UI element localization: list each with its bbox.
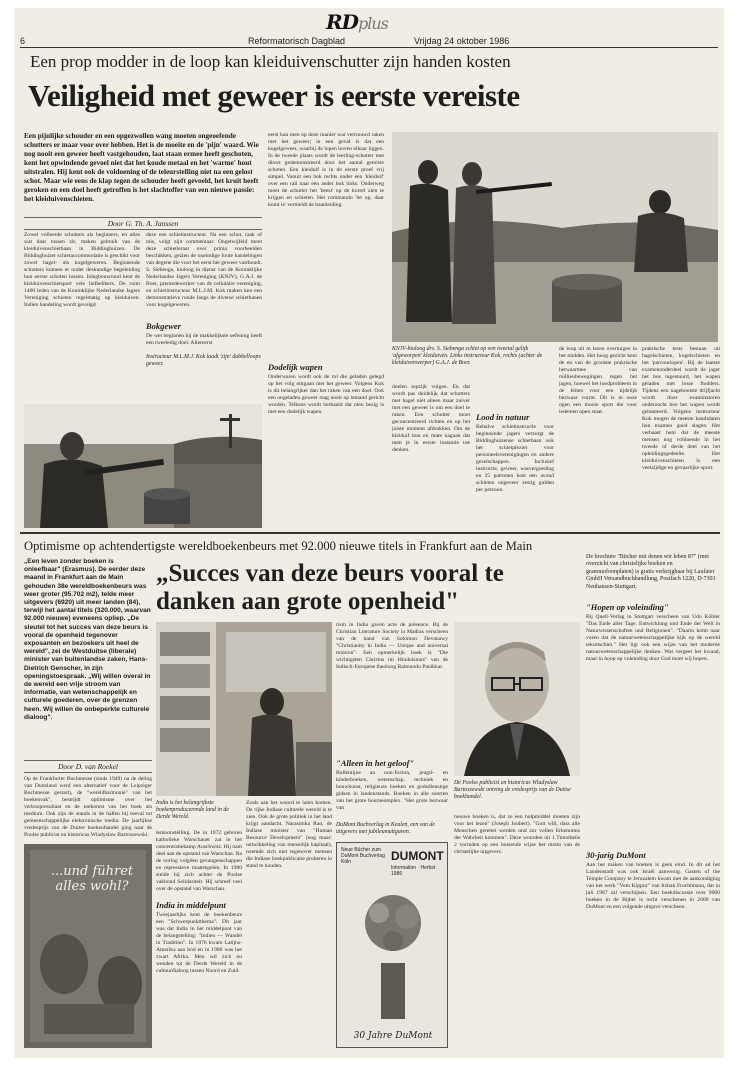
subhead-dodelijk-wapen: Dodelijk wapen: [268, 362, 323, 372]
article1-column-4b: Behalve schietinstructie voor beginnende jagers verzorgt de Biddinghuizense schietbaan ook het schietplezier voor personeelsverenigingen en andere gezelschappen. Inclusief instructie, geweer, wasvergoeding en 25 patronen kost een avond schieten ongeveer zestig gulden per persoon.: [476, 424, 554, 493]
poster-top-text: Neue Bücher zum DuMont Buchverlag Köln: [341, 847, 385, 865]
page-number: 6: [20, 36, 26, 46]
article2-column-d2: Bullentijne an non-fiction, jeugd- en kinderboeken, wetenschap, techniek en bouwkunst, religieuze boeken en godsdienstige gidsen in landenstands. Boeken in alle soorten van het grote bourneomplex. "Het grote bezwaar van: [336, 770, 448, 811]
spacer: [392, 344, 393, 345]
issue-date: Vrijdag 24 oktober 1986: [414, 36, 510, 46]
article1-byline: Door G. Th. A. Janssen: [24, 217, 262, 230]
caption-dumont-poster: DuMont Buchverlag in Keulen, een van de uitgevers met jubileumuitgaven.: [336, 822, 435, 835]
article2-headline: „Succes van deze beurs vooral te danken aan grote openheid": [156, 560, 504, 615]
subhead-lood-in-natuur: Lood in natuur: [476, 412, 530, 422]
caption-shooters: KNJV-bioloog drs. S. Siebenga schiet op een tweetal gelijk 'afgeworpen' kleiduiven. Links instructeur Kok, rechts (achter de kleiduivenwerper) G.A.J. de Boer.: [392, 346, 543, 366]
paper-name: Reformatorisch Dagblad: [248, 36, 346, 46]
photo-bartoszewski-portrait: [454, 622, 580, 776]
article2-byline: Door D. van Roekel: [24, 760, 152, 773]
subhead-30-jarig-dumont: 30-jarig DuMont: [586, 850, 646, 860]
photo-dumont-poster: [336, 842, 448, 1048]
caption-portrait: De Poolse publicist en historicus Wladyslaw Bartoszewski ontving de vredesprijs van de Duitse boekhandel.: [454, 780, 571, 800]
article2-column-a: Op de Frankfurter Buchmesse (sinds 1949) na de deling van Duitsland werd een alternatief voor de Leipziger Buchmesse gestart), de "wereldharmonie" van het boekenvak", bestrijdt optimisme over het verkoopresultaat en de toekomst van het boek als medium. Ook zijn de stands in de hallen bij toeval tot gemeenschappelijke elektronische media. De jaarlijkse vredesprijs van de Duitse boekenhandel ging naar de Poolse publicist en historicus Wladyslaw Bartoszewski.: [24, 776, 152, 838]
poster-bottom-text: 30 Jahre DuMont: [353, 1031, 433, 1041]
photo-shooters-on-range: [392, 132, 718, 342]
article2-kicker: Optimisme op achtendertigste wereldboekenbeurs met 92.000 nieuwe titels in Frankfurt aan de Main: [24, 539, 533, 553]
article1-column-2: deze een schietinstructeur. Na een schot, raak of mis, volgt zijn commentaar. Ongetwijfeld moet deze schietleraar over prima voorbeelden beschikken, gezien de oneindige foute handelingen van degene die voor het eerst het geweer vasthoudt. S. Siebenga, bioloog in dienst van de Koninklijke Nederlandse Jagers Vereniging (KNJV), G.A.J. de Boer, premedewerker van de cellulaire vereniging, en schietinstructeur M.L.J.M. Kok maken ken een demonstratieve ronde langs de diverse schietbanen voor kogelgeweren.: [146, 232, 262, 308]
running-header: [20, 8, 718, 48]
photo-book-cover: [24, 844, 152, 1048]
book-cover-title: ...und führet alles wohl?: [50, 864, 134, 894]
article2-column-c: Zoals aan het woord te laten komen. De rijke Indiase culturele wereld is te zien. Ook de grote politiek in het land krijgt aandacht. Narasimha Rao, de Indiase minister van "Human Resource Development" (nog maar: ontwikkeling van menselijk kapitaal), noemde zich niet tegenover mensen die Indiase boekpublicatie proberen in stand te houden.: [246, 800, 332, 869]
article2-column-b: tentoonstelling. De in 1972 geboren katholieke Warschauer zat in het concentratiekamp Auschwitz. Hij nam deel aan de opstand van Warschau. Na de oorlog volgden gevangenschappen en repressieve maatregelen. In 1980 stelde hij zich achter de Poolse vakbond Solidariteit. Hij schreef veel over de opstand van Warschau.: [156, 830, 242, 892]
article1-column-3b: Onderwaren wordt ook de rol die geladen gelegd op het volg omgaan met het geweer. Volgens Kok is dit belangrijker dan het raken van een doel. Ook een ongeladen geweer mag nooit op iemand gericht worden. Telkens wordt herhaald dat men bezig is met een dodelijk wapen.: [268, 374, 384, 415]
article2-lead: „Een leven zonder boeken is onleefbaar" (Erasmus). De eerder deze maand in Frankfurt aan de Main gehouden 38e wereldboekenbeurs was weer groter (95.702 m2), telde meer uitgevers (6920) uit meer landen (84), terwijl het aantal titels (320.000, waarvan 92.000 nieuwe) eveneens opliep. „De sleutel tot het succes van deze beurs is vooral de openheid tegenover exposanten en bezoekers uit heel de wereld", zei de Westduitse (liberale) minister van buitenlandse zaken, Hans-Dietrich Genscher, in zijn openingstoespraak. „Wij willen overal in de wereld een vrije stroom van informatie, van wetenschappelijk en culturele goederen, over de grenzen heen. Wij willen de onbeperkte culturele dialoog".: [24, 558, 151, 721]
logo-plus: plus: [357, 14, 388, 33]
poster-brand: DUMONT: [391, 849, 444, 863]
masthead-logo: [326, 10, 436, 36]
subhead-india: India in middelpunt: [156, 900, 226, 910]
article-separator: [20, 532, 720, 534]
article1-intro: Een pijnlijke schouder en een opgezwollen wang moeten ongeoefende schutters er maar voor over hebben. Het is de moeite en de 'pijn' waard. Wie nog nooit een geweer heeft vastgehouden, laat staan ermee heeft geschoten, kent het opwindende gevoel niet dat het koude metaal en het 'warme' hout uitstralen. Hij kent ook de voldoening of de teleurstelling niet na een gelost schot. Maar wie eens de klap tegen de schouder heeft gevoeld, het kruit heeft geroken en een doel heeft getroffen is het slachtoffer van een nieuwe passie: het kleiduivenschieten.: [24, 132, 259, 203]
photo-india-stand: [156, 622, 332, 796]
article1-column-3: eerst kan men op deze manier wat vertrouwd raken met het geweer; in een geval is dat een kogelgeweer, waarbij de lopen boven elkaar liggen. In de tweede plaats wordt de leerling-schutter met direct gedemonstreerd door het aantal gemiste schoten. Een kleiduif is in de eerste proef vrij simpel. Vanuit een hok rechts onder een 'kleiduif' over een rail naar een ander hok links. Onderweg moet de schutter het 'beest' op de korrel zien te krijgen en schieten. Het commando 'let op, daar komt ie' vermeldt de baanleiding.: [268, 132, 384, 208]
article1-column-6: praktische tests bestaan uit hagelschieten, kogelschieten en het 'parcourlopen'. Bij de laatste examenonderdeel wordt de jager het bos ingestuurd, het wapen geladen met losse flodders. Tijdens een nagebootste drijfjacht wordt door examinatoren onderzocht hoe het wapen wordt gehanteerd. Volgens instructeur Kok mogen de meeste kandidaten hun examen goed slagen. Het verbaast hem dat de meeste mensen nog voldoende in het tweede of derde deel van het opleidingsgedeelte. Het kleiduivenschieten is een veelzijdige en gevaarlijke sport.: [642, 346, 720, 471]
article2-column-d: rism in India gaven acte de présence. Bij de Christian Literature Society in Madras verscheen van de hand van Solomon Devanawy "Christianity in India — Unique and universal mission". Een opmerkelijk boek is "Die wichtigsten Christus im Hinduismus" van de Indisch-Europese theoloog Raimundo Panikkar.: [336, 622, 448, 670]
newspaper-page: [14, 8, 724, 1058]
article1-column-1: Zowel volleerde schutters als beginners, en alles wat daar tussen zit, maken gebruik van de kleiduivenschietbaan in Biddinghuizen. De Biddinghuizer schietaccommodatie is geschikt voor zowel hagel- als kogelgeweren. Beginnende schutters kunnen er onder deskundige begeleiding hun eerste schoten lossen. Inlegbouwrond kent de kleiduivenschietsport vele liefhebbers. De ruim 1400 leden van de Koninklijke Nederlandse Jagers Vereniging schieten regelmatig op kleiduiven. Indien handeling wordt gevolgd: [24, 232, 140, 308]
article2-column-f: De brochure "Bücher mit denen wir leben 87" (met overzicht van christelijke boeken en grammofoonplaten) is gratis verkrijgbaar bij Laufaier GmbH Versandbuchhandlung, Postfach 1220, D-7303 Neuhausen-Stuttgart.: [586, 554, 716, 590]
poster-flower-illustration: [351, 883, 435, 1023]
article1-kicker: Een prop modder in de loop kan kleiduivenschutter zijn handen kosten: [30, 52, 511, 71]
logo-rd: RD: [326, 10, 358, 34]
photo-instructor-loading-gun: [24, 404, 262, 528]
article2-column-e: nieuwe boeken is, dat ze een hulpmiddel moeten zijn voor het lezen" (Joseph Joubert). "Gott will, dass alle Menschen gerettet werden und zur vollen Erkenntnis der Wahrheit kommen". Deze woorden uit 1 Timotheüs 2 vormden op een boeiende wijze het motto van de christelijke uitgevers.: [454, 814, 580, 855]
article1-column-4: doelen topzijk volgen. En dat wordt pas duidelijk dat schutters met hagel niet alleen maar zuiver met een geweer is om een doel te raken. Een schutter moet geconcentreerd richten en op het juiste moment afdrukken. Om de kleiduif kun en mate nagaan dat men je in eerste instantie toe denken.: [392, 384, 470, 453]
subhead-hopen-op-voleinding: "Hopen op voleinding": [586, 602, 669, 612]
article2-column-f2: Bij Quell-Verlag in Stuttgart verscheen van Udo Köhler "Das Ende aller Tage. Entwicklung und Ende der Welt in Naturwissenschaften und Religionen". "Daarin komt naar voren dat de natuurwetenschappelijke kijk op de wereld tekortschiet." Het ligt ook een wijze van het moderne natuurwetenschappelijke denken. Wat vergeet het kwaad, maar in hoop op voleinding door God moet wij hopen.: [586, 614, 720, 662]
article1-column-2b: De wet beginnen bij de makkelijkste oefening heeft een tweeledig doel. Allereerst: [146, 333, 262, 346]
caption-instructor: Instructeur M.L.M.J. Kok laadt 'zijn' dubbelloops geweer.: [146, 354, 261, 367]
caption-india: India is het belangrijkste boekenproducerende land in de Derde Wereld.: [156, 800, 229, 820]
poster-subtitle: Information · Herbst 1986: [391, 865, 436, 877]
article2-column-f3: Aan het maken van boeken is geen eind. In dit ad het Landenstadt was ook Israël aanwezig. Gasten of the Temple Company te Jeruzalem kwam met de aankondiging van het werk "Vom Kippur" van Itzhak Fruchtmann, dat in juli 1987 zal verschijnen. Een boekdiscussie over 9000 boeken in de Bijbel is recht verschenen in 2000 van DuMont en een volgende uitgave verscheen.: [586, 862, 720, 910]
article1-headline: Veiligheid met geweer is eerste vereiste: [28, 78, 520, 113]
article1-column-5: de loop uit m lezen overtuigen in het midden. Het hoog gezicht kent de en van de grootste praktische hetwaarmee van millieubewegingen tegen het jagen, hoewel het loodprobleem in de feiten voor een tijdelijk bezwaar vormt. Dit is in onze ogen een mooie sport die voor iedereen open staat.: [559, 346, 637, 415]
article2-column-b2: Tweejaarlijks kent de boekenbeurs een "Schwerpunktthema". Dit jaar was dat India in het middelpunt van de belangstelling: "Indien — Wandel in Tradition". In 1976 kwam Latijns-Amerika aan bod en in 1980 was het zwart Afrika. Men wil zich nu wenden tot de Derde Wereld in de cultuurdialoog tussen Noord en Zuid.: [156, 912, 242, 974]
subhead-alleen-in-het-geloof: "Alleen in het geloof": [336, 758, 415, 768]
subhead-bokgewer: Bokgewer: [146, 321, 181, 331]
